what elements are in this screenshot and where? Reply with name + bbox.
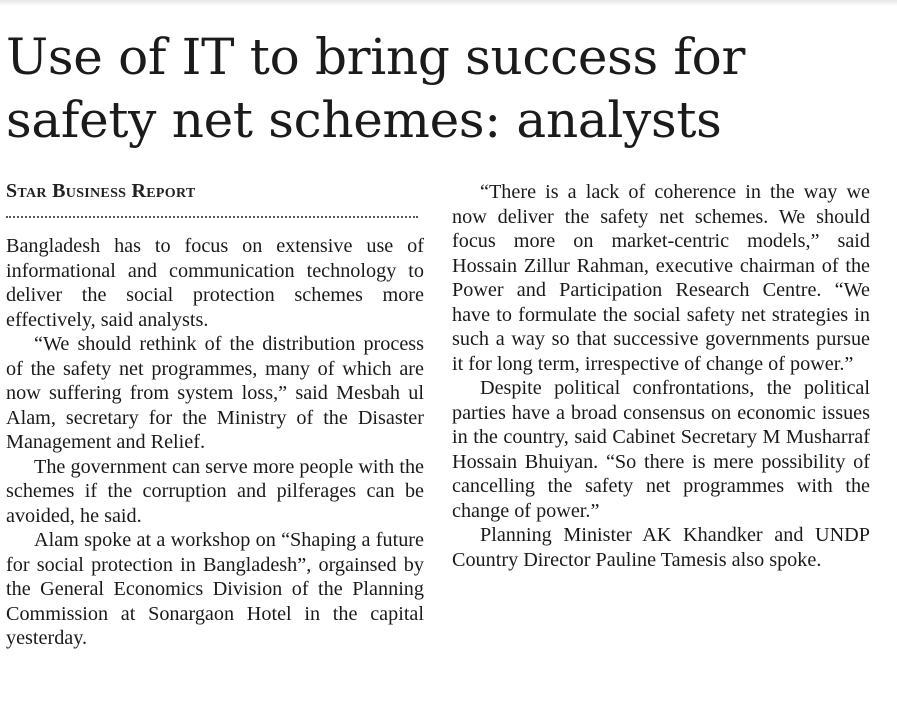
paragraph: The government can serve more people with the schemes if the corruption and pilferages can be avoided, he said.	[6, 455, 424, 527]
paragraph: Planning Minister AK Khandker and UNDP Country Director Pauline Tamesis also spoke.	[452, 524, 870, 571]
left-column	[6, 234, 424, 651]
scan-edge	[0, 0, 897, 6]
byline: Star Business Report	[6, 180, 196, 202]
right-column	[452, 180, 870, 572]
headline-line-2: safety net schemes: analysts	[6, 91, 722, 149]
headline	[6, 26, 891, 152]
paragraph: “There is a lack of coherence in the way we now deliver the safety net schemes. We should focus more on market-centric models,” said Hossain Zillur Rahman, executive chairman of the Power and Participation Research Centre. “We have to formulate the social safety net strategies in such a way so that successive governments pursue it for long term, irrespective of change of power.”	[452, 181, 870, 375]
headline-line-1: Use of IT to bring success for	[6, 28, 746, 86]
paragraph: Despite political confrontations, the political parties have a broad consensus on economic issues in the country, said Cabinet Secretary M Musharraf Hossain Bhuiyan. “So there is mere possibility of cancelling the safety net programmes with the change of power.”	[452, 377, 870, 522]
paragraph: Bangladesh has to focus on extensive use of informational and communication technology to deliver the social protection schemes more effectively, said analysts.	[6, 235, 424, 331]
paragraph: Alam spoke at a workshop on “Shaping a future for social protection in Bangladesh”, orgainsed by the General Economics Division of the Planning Commission at Sonargaon Hotel in the capital yesterday.	[6, 529, 424, 649]
paragraph: “We should rethink of the distribution process of the safety net programmes, many of which are now suffering from system loss,” said Mesbah ul Alam, secretary for the Ministry of the Disaster Management and Relief.	[6, 333, 424, 453]
byline-divider	[6, 216, 418, 218]
